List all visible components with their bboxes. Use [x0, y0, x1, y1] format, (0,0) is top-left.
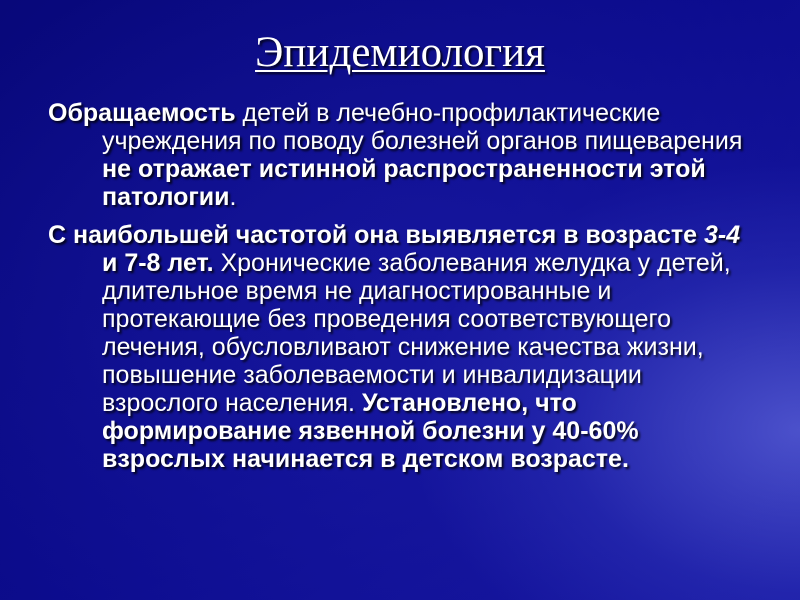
paragraph-1-run-2: детей в лечебно-профилактические учреждения по поводу болезней органов пищеварения: [102, 99, 743, 155]
paragraph-2-run-3: и 7-8 лет.: [102, 249, 214, 277]
paragraph-1: [48, 99, 748, 211]
paragraph-1-run-4: .: [229, 183, 237, 211]
paragraph-1-run-3: не отражает истинной распространенности этой патологии: [102, 155, 706, 211]
slide-title: Эпидемиология: [255, 29, 545, 76]
paragraph-2-run-5: Установлено, что формирование язвенной болезни у 40-60% взрослых начинается в детском возрасте.: [102, 389, 639, 473]
slide-body: [48, 99, 748, 483]
paragraph-2-run-4: Хронические заболевания желудка у детей, длительное время не диагностированные и протекающие без проведения соответствующего лечения, обусловливают снижение качества жизни, повышение заболеваемости и инвалидизации взрослого населения.: [102, 249, 731, 417]
paragraph-1-run-1: Обращаемость: [48, 99, 236, 127]
paragraph-2: [48, 221, 748, 473]
paragraph-2-run-2: 3-4: [704, 221, 741, 249]
paragraph-2-run-1: С наибольшей частотой она выявляется в возрасте: [48, 221, 705, 249]
